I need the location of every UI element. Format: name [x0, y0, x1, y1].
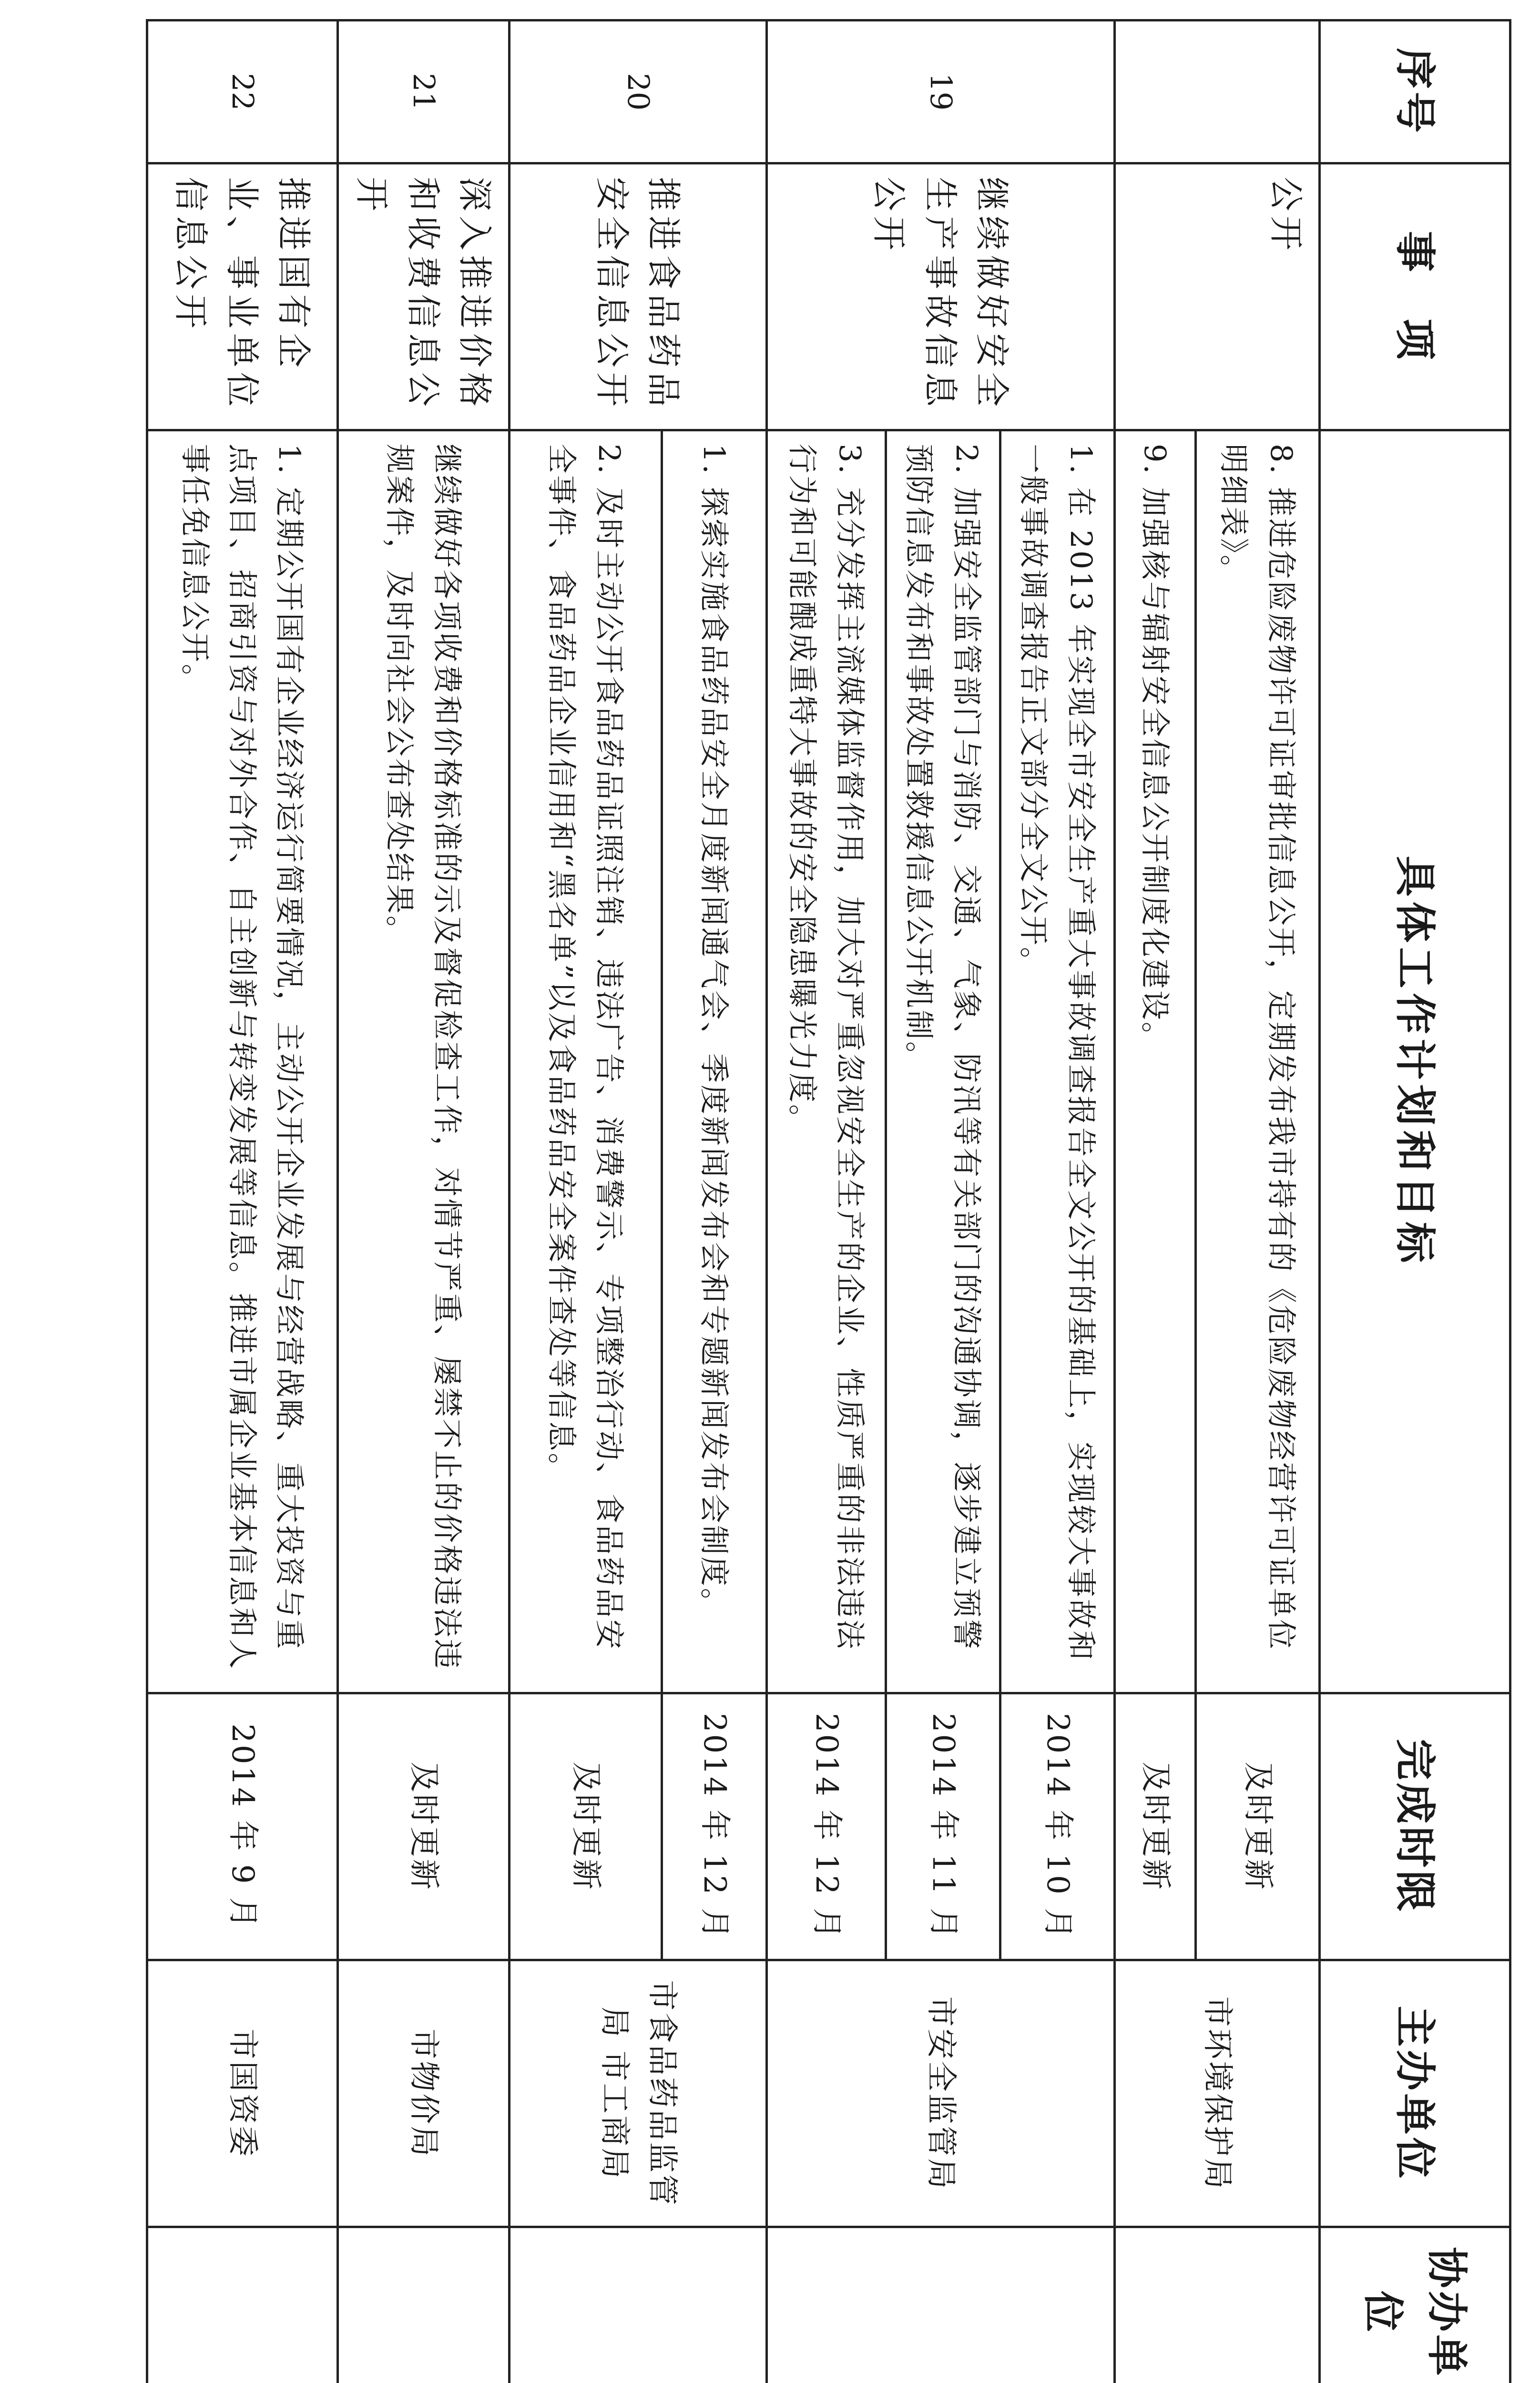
task-text: 2. 加强安全监管部门与消防、交通、气象、防汛等有关部门的沟通协调，逐步建立预警预防信息发布和事故处置救援信息公开机制。 — [886, 430, 1000, 1693]
header-tasks: 具体工作计划和目标 — [1320, 430, 1510, 1693]
task-text: 2. 及时主动公开食品药品证照注销、违法广告、消费警示、专项整治行动、食品药品安全事件、食品药品企业信用和“黑名单”以及食品药品安全案件查处等信息。 — [510, 430, 662, 1693]
row-seq: 21 — [338, 20, 510, 163]
row-assist-unit — [338, 2227, 510, 2383]
header-lead-unit: 主办单位 — [1320, 1960, 1510, 2227]
task-text: 8. 推进危险废物许可证审批信息公开，定期发布我市持有的《危险废物经营许可证单位明细表》。 — [1196, 430, 1320, 1693]
row-item: 推进国有企业、事业单位信息公开 — [147, 163, 338, 430]
task-deadline: 及时更新 — [338, 1693, 510, 1960]
row-lead-unit: 市安全监管局 — [767, 1960, 1115, 2227]
row-lead-unit: 市环境保护局 — [1115, 1960, 1320, 2227]
row-assist-unit — [147, 2227, 338, 2383]
task-deadline: 2014 年 12 月 — [767, 1693, 886, 1960]
header-assist-unit: 协办单位 — [1320, 2227, 1510, 2383]
row-item: 公开 — [1115, 163, 1320, 430]
row-seq: 22 — [147, 20, 338, 163]
row-seq: 20 — [510, 20, 767, 163]
task-text: 1. 在 2013 年实现全市安全生产重大事故调查报告全文公开的基础上，实现较大事故和一般事故调查报告正文部分全文公开。 — [1000, 430, 1115, 1693]
row-lead-unit: 市食品药品监管局 市工商局 — [510, 1960, 767, 2227]
task-text: 1. 探索实施食品药品安全月度新闻通气会、季度新闻发布会和专题新闻发布会制度。 — [662, 430, 767, 1693]
task-deadline: 2014 年 9 月 — [147, 1693, 338, 1960]
row-item: 深入推进价格和收费信息公开 — [338, 163, 510, 430]
table-row — [1196, 20, 1320, 2383]
task-deadline: 及时更新 — [510, 1693, 662, 1960]
task-deadline: 2014 年 11 月 — [886, 1693, 1000, 1960]
task-text: 继续做好各项收费和价格标准的示及督促检查工作，对情节严重、屡禁不止的价格违法违规案件，及时向社会公布查处结果。 — [338, 430, 510, 1693]
row-assist-unit — [767, 2227, 1115, 2383]
header-item: 事 项 — [1320, 163, 1510, 430]
task-deadline: 2014 年 12 月 — [662, 1693, 767, 1960]
header-row — [1320, 20, 1510, 2383]
row-item: 推进食品药品安全信息公开 — [510, 163, 767, 430]
task-deadline: 及时更新 — [1115, 1693, 1196, 1960]
row-assist-unit — [510, 2227, 767, 2383]
task-deadline: 及时更新 — [1196, 1693, 1320, 1960]
table-row — [147, 20, 338, 2383]
header-deadline: 完成时限 — [1320, 1693, 1510, 1960]
row-assist-unit — [1115, 2227, 1320, 2383]
header-seq: 序号 — [1320, 20, 1510, 163]
row-seq: 19 — [767, 20, 1115, 163]
row-lead-unit: 市国资委 — [147, 1960, 338, 2227]
work-plan-table — [146, 19, 1511, 2383]
task-deadline: 2014 年 10 月 — [1000, 1693, 1115, 1960]
row-item: 继续做好安全生产事故信息公开 — [767, 163, 1115, 430]
task-text: 3. 充分发挥主流媒体监督作用，加大对严重忽视安全生产的企业、性质严重的非法违法行为和可能酿成重特大事故的安全隐患曝光力度。 — [767, 430, 886, 1693]
task-text: 9. 加强核与辐射安全信息公开制度化建设。 — [1115, 430, 1196, 1693]
row-lead-unit: 市物价局 — [338, 1960, 510, 2227]
task-text: 1. 定期公开国有企业经济运行简要情况，主动公开企业发展与经营战略、重大投资与重点项目、招商引资与对外合作、自主创新与转变发展等信息。推进市属企业基本信息和人事任免信息公开。 — [147, 430, 338, 1693]
table-row — [1000, 20, 1115, 2383]
table-row — [338, 20, 510, 2383]
table-row — [662, 20, 767, 2383]
row-seq — [1115, 20, 1320, 163]
